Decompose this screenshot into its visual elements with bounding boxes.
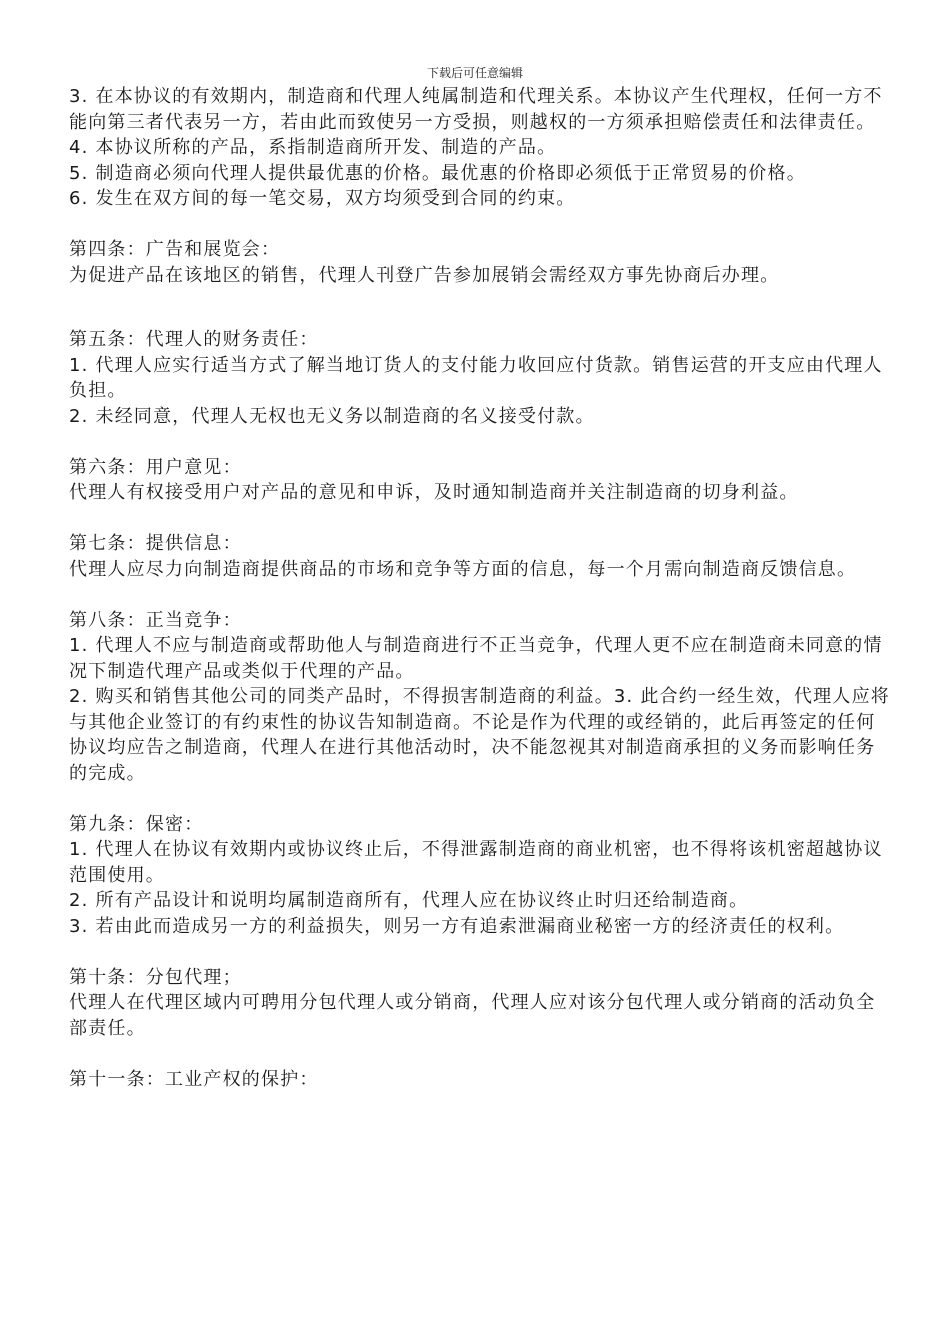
article-10 xyxy=(69,965,891,1042)
article-heading: 第七条：提供信息： xyxy=(69,533,242,554)
article-body: 代理人应尽力向制造商提供商品的市场和竞争等方面的信息，每一个月需向制造商反馈信息。 xyxy=(69,558,857,580)
clause-item: 1. 代理人应实行适当方式了解当地订货人的支付能力收回应付货款。销售运营的开支应由代理人负担。 xyxy=(69,354,883,401)
article-11 xyxy=(69,1067,891,1093)
clause-item: 2. 未经同意，代理人无权也无义务以制造商的名义接受付款。 xyxy=(69,405,595,427)
clause-item: 2. 所有产品设计和说明均属制造商所有，代理人应在协议终止时归还给制造商。 xyxy=(69,890,749,911)
article-6 xyxy=(69,455,891,506)
article-body: 代理人在代理区域内可聘用分包代理人或分销商，代理人应对该分包代理人或分销商的活动负全部责任。 xyxy=(69,992,876,1039)
clause-item: 4. 本协议所称的产品，系指制造商所开发、制造的产品。 xyxy=(69,137,557,158)
article-heading: 第六条：用户意见： xyxy=(69,456,242,478)
spacer xyxy=(69,212,891,238)
article-3-continued xyxy=(69,84,891,212)
clause-item: 6. 发生在双方间的每一笔交易，双方均须受到合同的约束。 xyxy=(69,188,576,209)
article-heading: 第八条：正当竞争： xyxy=(69,609,242,631)
clause-item: 1. 代理人在协议有效期内或协议终止后，不得泄露制造商的商业机密，也不得将该机密超越协议范围使用。 xyxy=(69,839,883,886)
article-body: 为促进产品在该地区的销售，代理人刊登广告参加展销会需经双方事先协商后办理。 xyxy=(69,264,780,286)
article-heading: 第五条：代理人的财务责任： xyxy=(69,329,319,350)
clause-item: 5. 制造商必须向代理人提供最优惠的价格。最优惠的价格即必须低于正常贸易的价格。 xyxy=(69,162,806,184)
article-4 xyxy=(69,237,891,288)
article-5 xyxy=(69,327,891,429)
article-heading: 第九条：保密： xyxy=(69,813,204,835)
page-header-note: 下载后可任意编辑 xyxy=(426,66,523,80)
article-body: 代理人有权接受用户对产品的意见和申诉，及时通知制造商并关注制造商的切身利益。 xyxy=(69,482,799,503)
spacer xyxy=(69,582,891,608)
clause-item: 3. 在本协议的有效期内，制造商和代理人纯属制造和代理关系。本协议产生代理权，任何一方不能向第三者代表另一方，若由此而致使另一方受损，则越权的一方须承担赔偿责任和法律责任。 xyxy=(69,86,883,133)
spacer xyxy=(69,786,891,812)
article-9 xyxy=(69,812,891,940)
clause-item: 1. 代理人不应与制造商或帮助他人与制造商进行不正当竞争，代理人更不应在制造商未同意的情况下制造代理产品或类似于代理的产品。 xyxy=(69,635,883,682)
spacer xyxy=(69,506,891,532)
spacer xyxy=(69,429,891,455)
clause-item: 2. 购买和销售其他公司的同类产品时，不得损害制造商的利益。3. 此合约一经生效，代理人应将与其他企业签订的有约束性的协议告知制造商。不论是作为代理的或经销的，此后再签定的任何协议均应告之制造商，代理人在进行其他活动时，决不能忽视其对制造商承担的义务而影响任务的完成。 xyxy=(69,686,890,784)
document-body xyxy=(69,84,891,1092)
article-7 xyxy=(69,531,891,582)
clause-item: 3. 若由此而造成另一方的利益损失，则另一方有追索泄漏商业秘密一方的经济责任的权利。 xyxy=(69,915,845,937)
spacer xyxy=(69,939,891,965)
article-heading: 第十条：分包代理； xyxy=(69,966,242,988)
article-heading: 第十一条：工业产权的保护： xyxy=(69,1068,319,1090)
spacer xyxy=(69,288,891,327)
spacer xyxy=(69,1041,891,1067)
article-8 xyxy=(69,608,891,787)
article-heading: 第四条：广告和展览会： xyxy=(69,239,281,260)
